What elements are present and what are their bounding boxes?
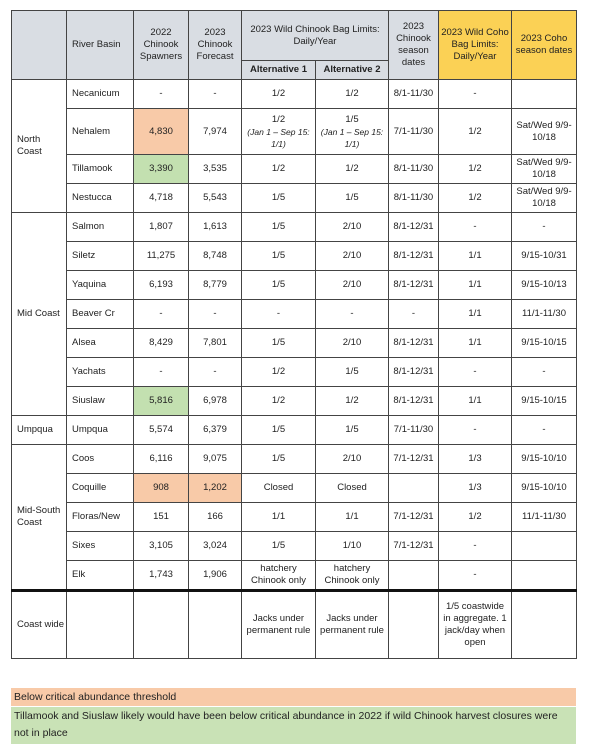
forecast-cell: 5,543: [189, 184, 242, 213]
alt2-cell: 1/10: [316, 532, 389, 561]
alt2-cell: hatchery Chinook only: [316, 561, 389, 591]
bag-limits-table-wrap: [11, 10, 576, 659]
basin-cell: Floras/New: [67, 503, 134, 532]
coho-season-cell: 11/1-11/30: [512, 300, 577, 329]
season-cell: 8/1-11/30: [389, 184, 439, 213]
spawners-cell: 3,390: [134, 155, 189, 184]
basin-cell: Salmon: [67, 213, 134, 242]
region-mid-coast: Mid Coast: [12, 213, 67, 416]
forecast-cell: -: [189, 80, 242, 109]
table-row: [12, 474, 577, 503]
alt1-cell: hatchery Chinook only: [242, 561, 316, 591]
coho-bag-cell: 1/1: [439, 271, 512, 300]
alt2-cell: 2/10: [316, 329, 389, 358]
coho-bag-cell: -: [439, 358, 512, 387]
alt1-cell: 1/2: [242, 387, 316, 416]
forecast-cell: 1,906: [189, 561, 242, 591]
alt1-cell: 1/5: [242, 445, 316, 474]
basin-cell: Siuslaw: [67, 387, 134, 416]
coho-bag-cell: 1/2: [439, 503, 512, 532]
alt2-cell: Closed: [316, 474, 389, 503]
coho-season-cell: 9/15-10/13: [512, 271, 577, 300]
alt2-cell: -: [316, 300, 389, 329]
alt2-cell: 1/5: [316, 184, 389, 213]
alt1-cell: 1/5: [242, 242, 316, 271]
alt1-cell: 1/5: [242, 416, 316, 445]
forecast-cell: 3,535: [189, 155, 242, 184]
table-row: [12, 155, 577, 184]
coho-season-cell: 9/15-10/15: [512, 329, 577, 358]
spawners-cell: -: [134, 358, 189, 387]
coho-season-cell: 11/1-11/30: [512, 503, 577, 532]
coho-bag-cell: -: [439, 213, 512, 242]
basin-cell: Alsea: [67, 329, 134, 358]
forecast-cell: 166: [189, 503, 242, 532]
coho-season-cell: -: [512, 358, 577, 387]
alt1-cell: 1/5: [242, 329, 316, 358]
coho-bag-cell: 1/1: [439, 329, 512, 358]
season-cell: 7/1-12/31: [389, 503, 439, 532]
coho-season-cell: 9/15-10/31: [512, 242, 577, 271]
basin-cell: Siletz: [67, 242, 134, 271]
alt2-cell: 1/2: [316, 155, 389, 184]
coho-bag-cell: 1/2: [439, 184, 512, 213]
season-cell: 7/1-12/31: [389, 445, 439, 474]
alt1-cell: 1/2: [242, 155, 316, 184]
coho-bag-cell: 1/3: [439, 474, 512, 503]
table-row: [12, 109, 577, 155]
season-cell: -: [389, 300, 439, 329]
alt2-cell: 1/2: [316, 80, 389, 109]
table-row: [12, 445, 577, 474]
table-row: [12, 80, 577, 109]
table-row: [12, 532, 577, 561]
season-cell: 8/1-11/30: [389, 155, 439, 184]
alt1-cell: 1/5: [242, 184, 316, 213]
table-row: [12, 416, 577, 445]
forecast-cell: 3,024: [189, 532, 242, 561]
basin-cell: Necanicum: [67, 80, 134, 109]
spawners-cell: 1,743: [134, 561, 189, 591]
forecast-cell: 9,075: [189, 445, 242, 474]
spawners-cell: 3,105: [134, 532, 189, 561]
table-row: [12, 242, 577, 271]
table-row: [12, 503, 577, 532]
table-row: [12, 184, 577, 213]
alt2-value: 1/5: [345, 113, 359, 125]
forecast-cell: 7,974: [189, 109, 242, 155]
season-cell: 8/1-11/30: [389, 80, 439, 109]
alt2-cell: 2/10: [316, 213, 389, 242]
basin-cell: Nestucca: [67, 184, 134, 213]
table-row: [12, 387, 577, 416]
basin-cell: Coquille: [67, 474, 134, 503]
coho-season-cell: 9/15-10/10: [512, 474, 577, 503]
coho-season-cell: [512, 80, 577, 109]
alt1-cell: [242, 109, 316, 155]
alt1-cell: 1/2: [242, 358, 316, 387]
forecast-cell: 7,801: [189, 329, 242, 358]
coho-season-cell: -: [512, 213, 577, 242]
forecast-cell: -: [189, 300, 242, 329]
region-mid-south-coast: Mid-South Coast: [12, 445, 67, 591]
coho-season-cell: Sat/Wed 9/9-10/18: [512, 184, 577, 213]
alt1-cell: 1/5: [242, 271, 316, 300]
coho-season-cell: [512, 532, 577, 561]
spawners-cell: 908: [134, 474, 189, 503]
region-umpqua: Umpqua: [12, 416, 67, 445]
legend-below-threshold: Below critical abundance threshold: [11, 688, 576, 706]
alt2-note: (Jan 1 – Sep 15: 1/1): [320, 126, 384, 149]
spawners-cell: 1,807: [134, 213, 189, 242]
table-row: [12, 561, 577, 591]
season-cell: 8/1-12/31: [389, 329, 439, 358]
table-row: [12, 358, 577, 387]
coho-season-cell: 9/15-10/10: [512, 445, 577, 474]
season-cell: [389, 591, 439, 659]
spawners-cell: 11,275: [134, 242, 189, 271]
legend-likely-below-note: Tillamook and Siuslaw likely would have been below critical abundance in 2022 if wild Chinook harvest closures were not in place: [11, 707, 576, 744]
alt1-cell: Jacks under permanent rule: [242, 591, 316, 659]
table-row: [12, 300, 577, 329]
region-coast-wide: Coast wide: [12, 591, 67, 659]
basin-cell: Tillamook: [67, 155, 134, 184]
alt2-cell: [316, 109, 389, 155]
header-blank: [12, 11, 67, 80]
season-cell: 8/1-12/31: [389, 242, 439, 271]
coho-season-cell: [512, 591, 577, 659]
spawners-cell: [134, 591, 189, 659]
coho-bag-cell: -: [439, 80, 512, 109]
alt2-cell: 2/10: [316, 271, 389, 300]
alt1-cell: 1/5: [242, 213, 316, 242]
spawners-cell: 5,574: [134, 416, 189, 445]
header-2022-spawners: 2022 Chinook Spawners: [134, 11, 189, 80]
coho-season-cell: Sat/Wed 9/9-10/18: [512, 109, 577, 155]
header-alternative-1: Alternative 1: [242, 61, 316, 80]
coho-bag-cell: 1/2: [439, 155, 512, 184]
alt2-cell: 2/10: [316, 242, 389, 271]
coho-bag-cell: -: [439, 532, 512, 561]
forecast-cell: [189, 591, 242, 659]
forecast-cell: 8,779: [189, 271, 242, 300]
alt1-cell: -: [242, 300, 316, 329]
season-cell: [389, 474, 439, 503]
season-cell: 7/1-11/30: [389, 416, 439, 445]
alt2-cell: 1/5: [316, 358, 389, 387]
basin-cell: [67, 591, 134, 659]
header-wild-chinook-bag: 2023 Wild Chinook Bag Limits: Daily/Year: [242, 11, 389, 61]
spawners-cell: 4,718: [134, 184, 189, 213]
alt1-cell: 1/5: [242, 532, 316, 561]
header-2023-forecast: 2023 Chinook Forecast: [189, 11, 242, 80]
alt1-value: 1/2: [271, 113, 286, 125]
basin-cell: Sixes: [67, 532, 134, 561]
coho-bag-cell: 1/1: [439, 387, 512, 416]
table-row: [12, 271, 577, 300]
table-row: [12, 329, 577, 358]
forecast-cell: 8,748: [189, 242, 242, 271]
spawners-cell: 6,116: [134, 445, 189, 474]
alt2-cell: Jacks under permanent rule: [316, 591, 389, 659]
basin-cell: Elk: [67, 561, 134, 591]
header-chinook-season: 2023 Chinook season dates: [389, 11, 439, 80]
coho-bag-cell: 1/2: [439, 109, 512, 155]
header-coho-season: 2023 Coho season dates: [512, 11, 577, 80]
forecast-cell: 6,978: [189, 387, 242, 416]
region-north-coast: North Coast: [12, 80, 67, 213]
spawners-cell: -: [134, 80, 189, 109]
season-cell: 8/1-12/31: [389, 271, 439, 300]
alt1-note: (Jan 1 – Sep 15: 1/1): [247, 126, 310, 149]
alt2-cell: 1/5: [316, 416, 389, 445]
season-cell: [389, 561, 439, 591]
coho-bag-cell: 1/3: [439, 445, 512, 474]
alt1-cell: Closed: [242, 474, 316, 503]
coho-season-cell: 9/15-10/15: [512, 387, 577, 416]
table-row: [12, 591, 577, 659]
season-cell: 8/1-12/31: [389, 213, 439, 242]
season-cell: 7/1-12/31: [389, 532, 439, 561]
alt1-cell: 1/2: [242, 80, 316, 109]
spawners-cell: 4,830: [134, 109, 189, 155]
basin-cell: Nehalem: [67, 109, 134, 155]
spawners-cell: 8,429: [134, 329, 189, 358]
season-cell: 7/1-11/30: [389, 109, 439, 155]
season-cell: 8/1-12/31: [389, 387, 439, 416]
coho-season-cell: [512, 561, 577, 591]
table-row: [12, 213, 577, 242]
coho-bag-cell: 1/1: [439, 242, 512, 271]
alt1-cell: 1/1: [242, 503, 316, 532]
coho-bag-cell: -: [439, 561, 512, 591]
coho-season-cell: Sat/Wed 9/9-10/18: [512, 155, 577, 184]
basin-cell: Coos: [67, 445, 134, 474]
basin-cell: Yaquina: [67, 271, 134, 300]
alt2-cell: 1/1: [316, 503, 389, 532]
header-coho-bag: 2023 Wild Coho Bag Limits: Daily/Year: [439, 11, 512, 80]
forecast-cell: -: [189, 358, 242, 387]
coho-bag-cell: -: [439, 416, 512, 445]
alt2-cell: 1/2: [316, 387, 389, 416]
forecast-cell: 1,202: [189, 474, 242, 503]
spawners-cell: -: [134, 300, 189, 329]
basin-cell: Yachats: [67, 358, 134, 387]
bag-limits-table: [11, 10, 577, 659]
spawners-cell: 6,193: [134, 271, 189, 300]
alt2-cell: 2/10: [316, 445, 389, 474]
season-cell: 8/1-12/31: [389, 358, 439, 387]
spawners-cell: 151: [134, 503, 189, 532]
forecast-cell: 6,379: [189, 416, 242, 445]
basin-cell: Umpqua: [67, 416, 134, 445]
basin-cell: Beaver Cr: [67, 300, 134, 329]
forecast-cell: 1,613: [189, 213, 242, 242]
spawners-cell: 5,816: [134, 387, 189, 416]
coho-bag-cell: 1/5 coastwide in aggregate. 1 jack/day when open: [439, 591, 512, 659]
coho-bag-cell: 1/1: [439, 300, 512, 329]
coho-season-cell: -: [512, 416, 577, 445]
header-alternative-2: Alternative 2: [316, 61, 389, 80]
header-river-basin: River Basin: [67, 11, 134, 80]
